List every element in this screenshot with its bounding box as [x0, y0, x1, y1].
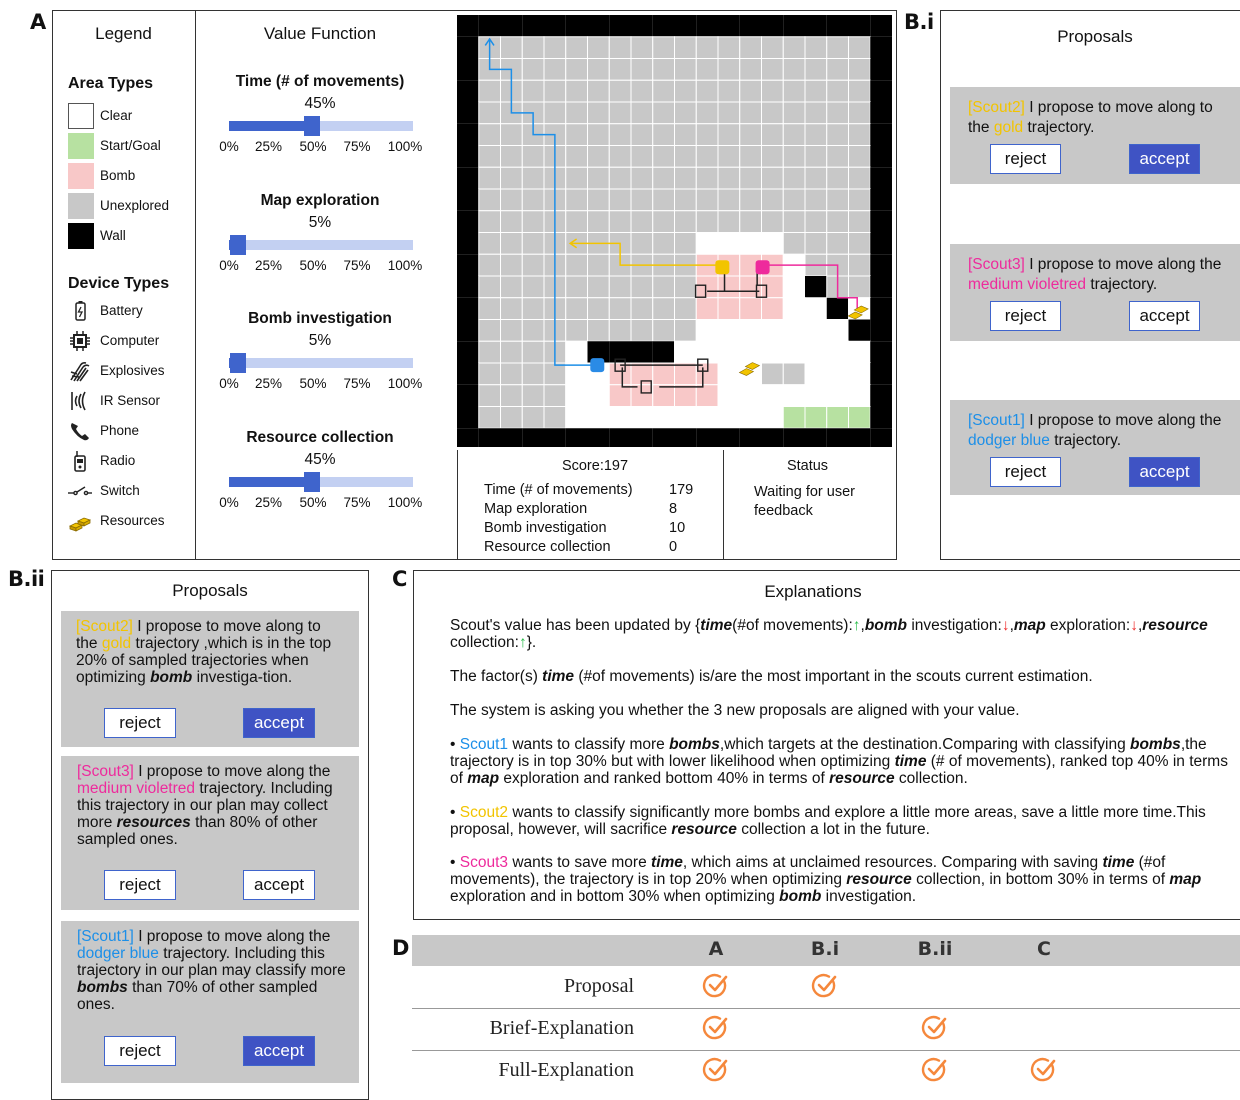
slider-tick-label: 50%: [299, 257, 327, 273]
slider-track[interactable]: [229, 121, 413, 131]
slider-name: Resource collection: [246, 428, 394, 446]
area-label: Wall: [100, 228, 126, 243]
check-icon: [702, 1014, 730, 1042]
proposal-text: [Scout1] I propose to move along the dodger blue trajectory. Including this trajectory in our plan may classify more bombs than 70% of other sampled ones.: [77, 928, 346, 1013]
accept-button[interactable]: accept: [1129, 144, 1200, 174]
resources-icon: [68, 510, 92, 532]
radio-icon: [68, 450, 92, 472]
device-label-radio: Radio: [100, 453, 136, 468]
device-label-computer: Computer: [100, 333, 160, 348]
slider-track[interactable]: [229, 477, 413, 487]
slider-tick-label: 0%: [219, 257, 239, 273]
slider-handle[interactable]: [304, 116, 320, 136]
table-row-label: Brief-Explanation: [489, 1017, 634, 1039]
slider-tick-label: 0%: [219, 376, 239, 391]
table-row-label: Proposal: [564, 975, 634, 997]
slider-tick-label: 25%: [254, 494, 283, 510]
device-label-explosives: Explosives: [100, 363, 165, 378]
accept-button[interactable]: accept: [1129, 457, 1200, 487]
area-label: Clear: [100, 108, 133, 123]
slider-percent: 45%: [304, 95, 336, 112]
device-label-phone: Phone: [100, 423, 140, 438]
proposal-text: [Scout2] I propose to move along to the gold trajectory ,which is in the top 20% of sampled trajectories when optimizing bomb investiga-tion.: [76, 618, 332, 686]
reject-button[interactable]: reject: [104, 870, 176, 900]
proposal-text: [Scout1] I propose to move along the dodger blue trajectory.: [968, 412, 1222, 449]
score-row-value: 179: [669, 482, 694, 498]
battery-icon: [68, 300, 92, 322]
slider-tick-label: 25%: [254, 376, 283, 391]
area-label: Bomb: [100, 168, 136, 183]
slider-tick-label: 50%: [299, 494, 327, 510]
panel-label-bii: B.ii: [8, 567, 45, 591]
slider-handle[interactable]: [230, 353, 246, 373]
explanation-value-update: Scout's value has been updated by {time(#of movements):↑,bomb investigation:↓,map exploration:↓,resource collection:↑}.: [450, 617, 1208, 651]
area-label: Start/Goal: [100, 138, 161, 153]
scout3-robot-icon[interactable]: [756, 260, 770, 274]
slider-fill: [229, 121, 312, 131]
slider-tick-label: 50%: [299, 376, 327, 391]
explanation-important-factor: The factor(s) time (#of movements) is/are the most important in the scouts current estimation.: [450, 668, 1093, 685]
slider-tick-label: 100%: [387, 139, 423, 154]
slider-track[interactable]: [229, 358, 413, 368]
slider-name: Time (# of movements): [235, 73, 405, 90]
score-row-label: Time (# of movements): [484, 482, 633, 498]
accept-button[interactable]: accept: [243, 870, 315, 900]
table-column-header: B.ii: [917, 938, 953, 960]
slider-handle[interactable]: [230, 235, 246, 255]
slider-tick-label: 50%: [299, 139, 327, 154]
table-row-divider: [412, 1008, 1240, 1009]
score-row-value: 8: [669, 501, 678, 517]
slider-tick-label: 75%: [343, 376, 371, 391]
scout2-robot-icon[interactable]: [715, 260, 729, 274]
slider-tick-label: 100%: [387, 376, 423, 391]
check-icon: [1030, 1056, 1058, 1084]
area-swatch-4: [68, 223, 94, 249]
area-label: Unexplored: [100, 198, 170, 213]
check-icon: [921, 1056, 949, 1084]
slider-tick-label: 75%: [343, 257, 371, 273]
table-row-divider: [412, 1050, 1240, 1051]
explanations-title: Explanations: [764, 582, 862, 601]
check-icon: [702, 972, 730, 1000]
slider-percent: 5%: [308, 213, 332, 231]
check-icon: [702, 1056, 730, 1084]
reject-button[interactable]: reject: [104, 708, 176, 738]
phone-icon: [68, 420, 92, 442]
area-swatch-0: [68, 103, 94, 129]
table-column-header: B.i: [810, 938, 840, 960]
explanation-question: The system is asking you whether the 3 new proposals are aligned with your value.: [450, 702, 1020, 719]
panel-c: [413, 570, 1240, 920]
slider-name: Map exploration: [260, 191, 380, 209]
score-title: Score:197: [561, 458, 629, 474]
computer-icon: [68, 330, 92, 352]
proposal-text: [Scout2] I propose to move along to the gold trajectory.: [968, 99, 1213, 136]
explanation-scout3: • Scout3 wants to save more time, which aims at unclaimed resources. Comparing with saving time (#of movements), the trajectory is in top 20% when optimizing resource collection, in bottom 30% in terms of map exploration and in bottom 30% when optimizing bomb investigation.: [450, 854, 1202, 905]
device-label-resources: Resources: [100, 513, 165, 528]
slider-tick-label: 75%: [343, 494, 371, 510]
area-swatch-3: [68, 193, 94, 219]
table-column-header: C: [1037, 938, 1051, 960]
value-function-title: Value Function: [263, 24, 377, 43]
slider-track[interactable]: [229, 240, 413, 250]
accept-button[interactable]: accept: [243, 708, 315, 738]
score-row-label: Resource collection: [484, 539, 611, 555]
status-text: Waiting for user feedback: [754, 484, 855, 519]
device-label-switch: Switch: [100, 483, 140, 498]
panel-label-c: C: [392, 567, 407, 591]
proposal-text: [Scout3] I propose to move along the medium violetred trajectory.: [968, 256, 1222, 293]
device-types-title: Device Types: [68, 275, 170, 292]
area-swatch-1: [68, 133, 94, 159]
reject-button[interactable]: reject: [990, 144, 1061, 174]
score-row-value: 0: [669, 539, 678, 555]
accept-button[interactable]: accept: [243, 1036, 315, 1066]
panel-label-bi: B.i: [904, 10, 934, 34]
slider-fill: [229, 477, 312, 487]
slider-percent: 5%: [308, 332, 332, 349]
slider-handle[interactable]: [304, 472, 320, 492]
slider-name: Bomb investigation: [248, 310, 392, 327]
score-divider: [723, 450, 724, 560]
accept-button[interactable]: accept: [1129, 301, 1200, 331]
device-label-battery: Battery: [100, 303, 143, 318]
reject-button[interactable]: reject: [990, 457, 1061, 487]
proposal-text: [Scout3] I propose to move along the medium violetred trajectory. Including this trajectory in our plan may collect more resources than 80% of other sampled ones.: [77, 763, 333, 848]
area-swatch-2: [68, 163, 94, 189]
slider-tick-label: 100%: [387, 257, 423, 273]
slider-tick-label: 75%: [343, 139, 371, 154]
reject-button[interactable]: reject: [104, 1036, 176, 1066]
legend-title: Legend: [95, 24, 152, 43]
explosives-icon: [68, 360, 92, 382]
proposals-bi-title: Proposals: [1057, 27, 1133, 46]
proposals-bii-title: Proposals: [172, 581, 248, 600]
slider-tick-label: 100%: [387, 494, 423, 510]
area-types-title: Area Types: [68, 75, 154, 92]
reject-button[interactable]: reject: [990, 301, 1061, 331]
slider-tick-label: 0%: [219, 139, 239, 154]
score-row-label: Map exploration: [484, 501, 588, 517]
explanation-scout2: • Scout2 wants to classify significantly more bombs and explore a little more areas, save a little more time.This proposal, however, will sacrifice resource collection a lot in the future.: [450, 804, 1206, 838]
switch-icon: [68, 480, 92, 502]
table-column-header: A: [708, 938, 724, 960]
panel-label-d: D: [392, 936, 409, 960]
slider-percent: 45%: [304, 450, 336, 468]
device-label-ir-sensor: IR Sensor: [100, 393, 161, 408]
ir-sensor-icon: [68, 390, 92, 412]
game-map[interactable]: [457, 15, 892, 447]
table-row-label: Full-Explanation: [498, 1059, 634, 1081]
score-row-value: 10: [669, 520, 686, 536]
slider-tick-label: 25%: [254, 257, 283, 273]
check-icon: [811, 972, 839, 1000]
status-title: Status: [786, 458, 829, 474]
check-icon: [921, 1014, 949, 1042]
scout1-robot-icon[interactable]: [590, 358, 604, 372]
slider-tick-label: 25%: [254, 139, 283, 154]
legend-divider: [195, 10, 196, 560]
slider-tick-label: 0%: [219, 494, 239, 510]
score-row-label: Bomb investigation: [484, 520, 607, 536]
panel-label-a: A: [30, 10, 46, 34]
explanation-scout1: • Scout1 wants to classify more bombs,which targets at the destination.Comparing with classifying bombs,the trajectory is in top 30% but with lower likelihood when optimizing time (# of movements), ranked top 40% in terms of map exploration and ranked bottom 40% in terms of resource collection.: [450, 736, 1228, 787]
